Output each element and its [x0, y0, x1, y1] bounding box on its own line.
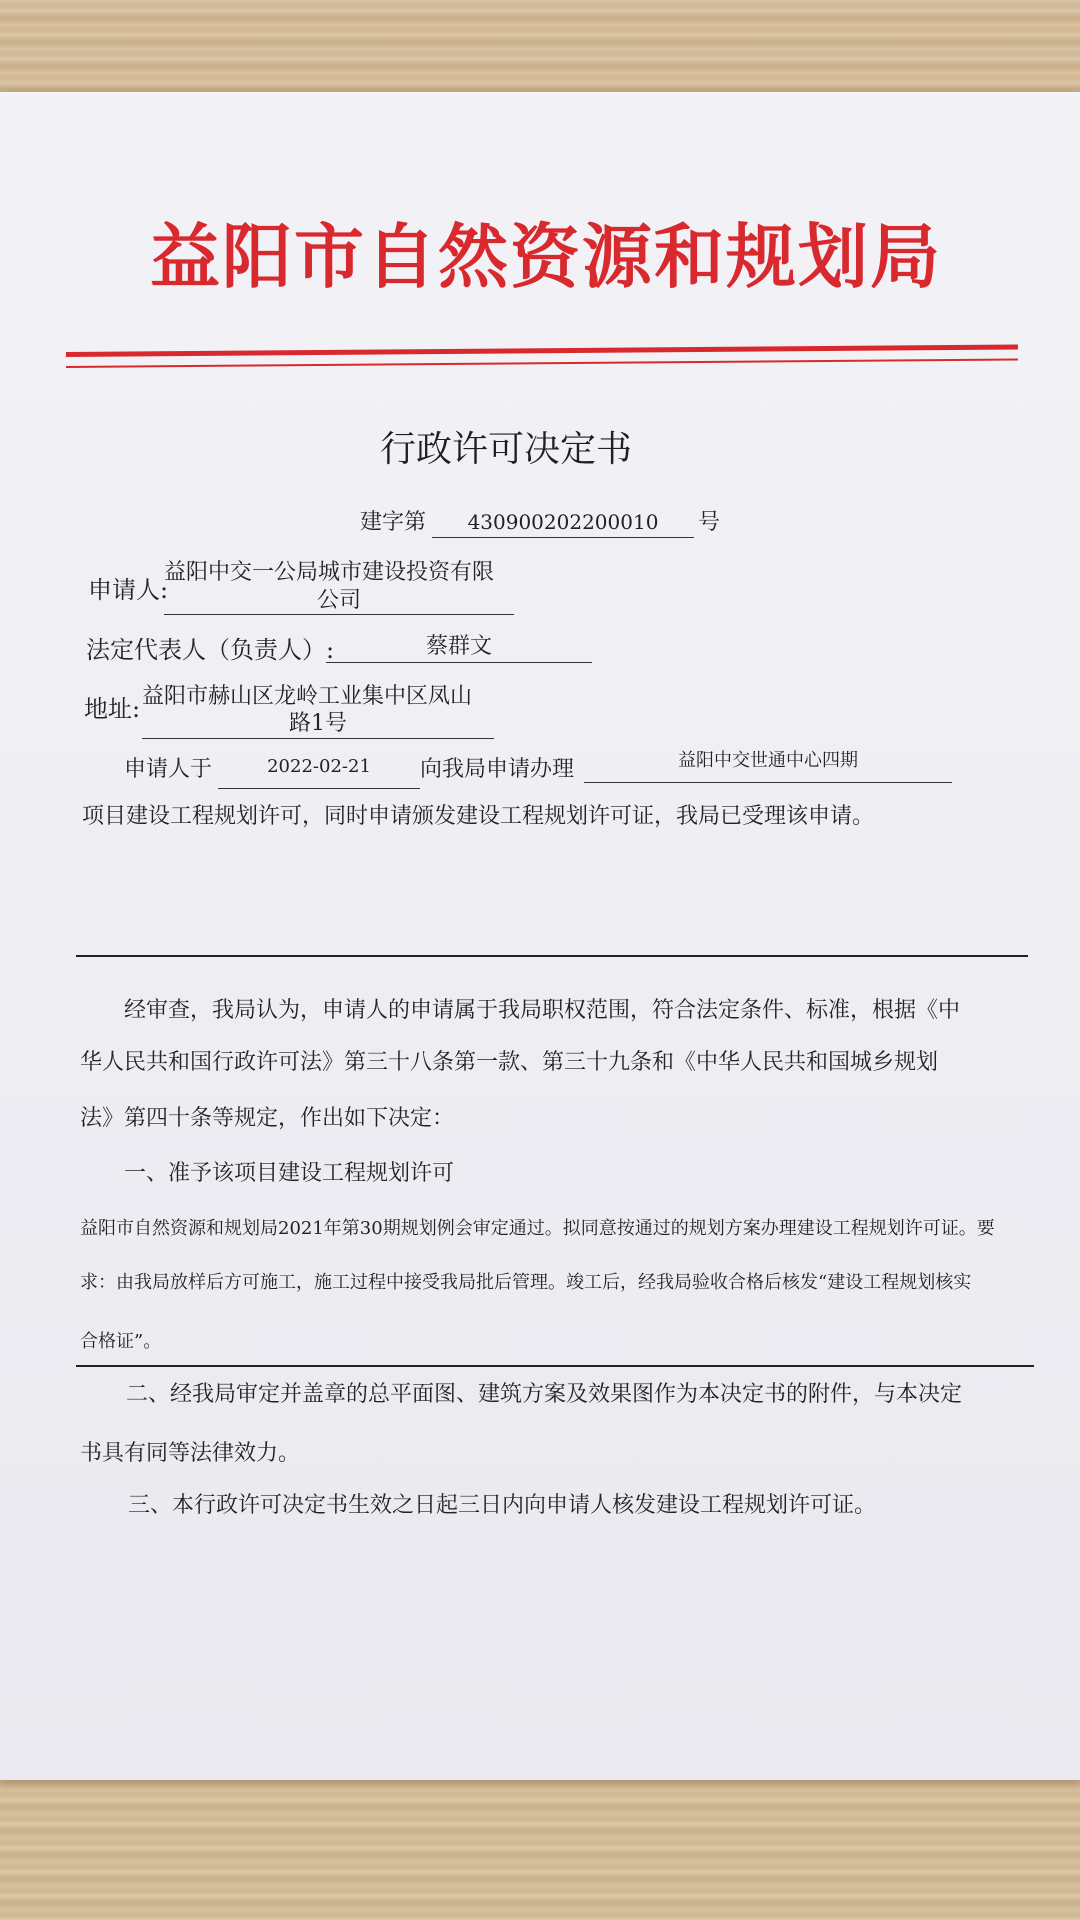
decision-1-heading: 一、准予该项目建设工程规划许可 — [124, 1161, 455, 1186]
doc-number-underline — [432, 537, 694, 538]
application-project-underline — [584, 782, 952, 783]
applicant-value-line1: 益阳中交一公局城市建设投资有限 — [164, 560, 495, 585]
decision-1-detail-line2: 求：由我局放样后方可施工，施工过程中接受我局批后管理。竣工后，经我局验收合格后核发“建设工程规划核实 — [80, 1272, 972, 1293]
address-underline — [142, 738, 494, 739]
decision-1-underline — [76, 1365, 1034, 1367]
application-date-underline — [218, 788, 420, 789]
decision-2-line1: 二、经我局审定并盖章的总平面图、建筑方案及效果图作为本决定书的附件，与本决定 — [126, 1382, 963, 1407]
application-prefix: 申请人于 — [124, 757, 213, 782]
application-middle-text: 向我局申请办理 — [420, 757, 575, 782]
address-value-line1: 益阳市赫山区龙岭工业集中区凤山 — [142, 684, 473, 709]
doc-number-value: 430900202200010 — [467, 510, 659, 534]
section-divider — [76, 955, 1028, 957]
agency-letterhead: 益阳市自然资源和规划局 — [150, 216, 942, 298]
review-line2: 华人民共和国行政许可法》第三十八条第一款、第三十九条和《中华人民共和国城乡规划 — [80, 1050, 939, 1075]
representative-label: 法定代表人（负责人）: — [86, 636, 335, 664]
doc-number-prefix: 建字第 — [360, 510, 427, 535]
representative-underline — [326, 662, 592, 663]
applicant-underline — [164, 614, 514, 615]
applicant-label: 申请人: — [88, 576, 169, 604]
review-line1: 经审查，我局认为，申请人的申请属于我局职权范围，符合法定条件、标准，根据《中 — [124, 998, 961, 1023]
decision-1-detail-line3: 合格证”。 — [80, 1331, 162, 1352]
decision-1-detail-line1: 益阳市自然资源和规划局2021年第30期规划例会审定通过。拟同意按通过的规划方案办理建设工程规划许可证。要 — [80, 1218, 995, 1239]
application-project-name: 益阳中交世通中心四期 — [678, 750, 858, 771]
application-line2: 项目建设工程规划许可，同时申请颁发建设工程规划许可证，我局已受理该申请。 — [82, 804, 875, 829]
applicant-value-line2: 公司 — [316, 588, 361, 613]
wooden-desk-bottom — [0, 1765, 1080, 1920]
decision-3-line1: 三、本行政许可决定书生效之日起三日内向申请人核发建设工程规划许可证。 — [128, 1493, 877, 1518]
doc-number-suffix: 号 — [698, 510, 721, 535]
address-value-line2: 路1号 — [289, 711, 347, 736]
review-line3: 法》第四十条等规定，作出如下决定： — [80, 1106, 455, 1131]
decision-2-line2: 书具有同等法律效力。 — [80, 1441, 301, 1466]
representative-value: 蔡群文 — [425, 634, 492, 659]
document-title: 行政许可决定书 — [380, 429, 633, 470]
address-label: 地址: — [84, 695, 141, 723]
application-date: 2022-02-21 — [267, 756, 371, 777]
